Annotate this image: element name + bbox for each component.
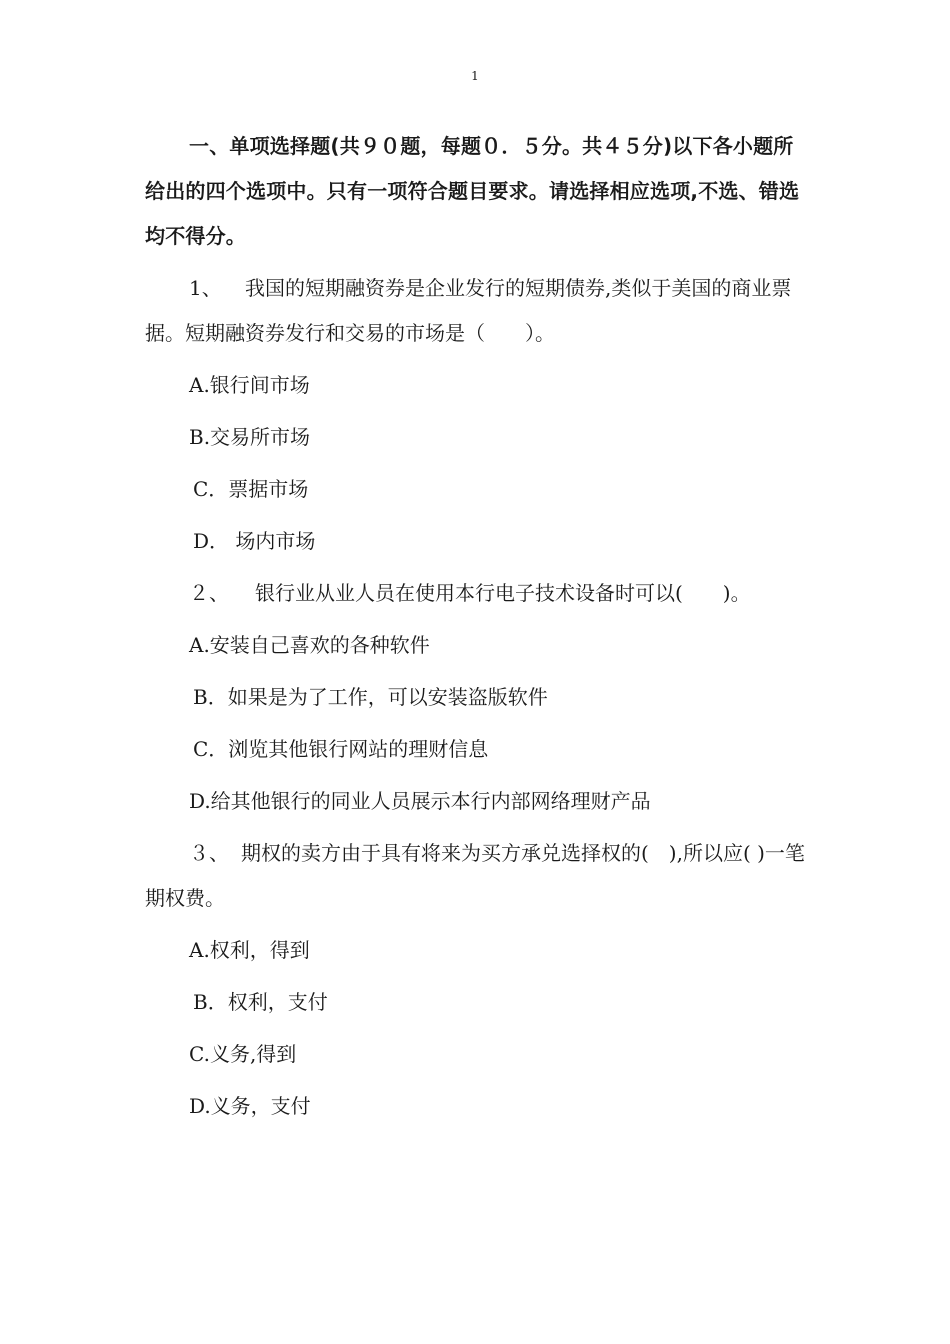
document-body [145,124,805,1136]
question-text: 我国的短期融资券是企业发行的短期债券,类似于美国的商业票据。短期融资券发行和交易的市场是（ ）。 [145,276,792,345]
option-c: C.义务,得到 [189,1042,297,1066]
option-b: B．如果是为了工作，可以安装盗版软件 [193,685,548,709]
question-text: 期权的卖方由于具有将来为买方承兑选择权的( ),所以应( )一笔期权费。 [145,841,805,910]
option-a: A.安装自己喜欢的各种软件 [189,633,430,657]
question-number: ２、 [189,581,229,605]
page-number: 1 [471,69,479,83]
option-d: D.义务，支付 [189,1094,311,1118]
option-b: B．权利，支付 [193,990,328,1014]
option-b: B.交易所市场 [189,425,311,449]
section-heading: 一、单项选择题(共９０题，每题０．５分。共４５分)以下各小题所给出的四个选项中。只有一项符合题目要求。请选择相应选项,不选、错选均不得分。 [145,134,800,248]
question-number: ３、 [189,841,229,865]
question-1 [145,266,805,356]
option-a: A.银行间市场 [189,373,310,397]
question-2 [145,571,805,616]
option-c: C．浏览其他银行网站的理财信息 [193,737,489,761]
option-d: D． 场内市场 [193,529,316,553]
option-d: D.给其他银行的同业人员展示本行内部网络理财产品 [189,789,651,813]
question-number: 1、 [189,276,222,300]
option-a: A.权利，得到 [189,938,310,962]
option-c: C．票据市场 [193,477,309,501]
question-3 [145,831,805,921]
question-text: 银行业从业人员在使用本行电子技术设备时可以( )。 [255,581,751,605]
